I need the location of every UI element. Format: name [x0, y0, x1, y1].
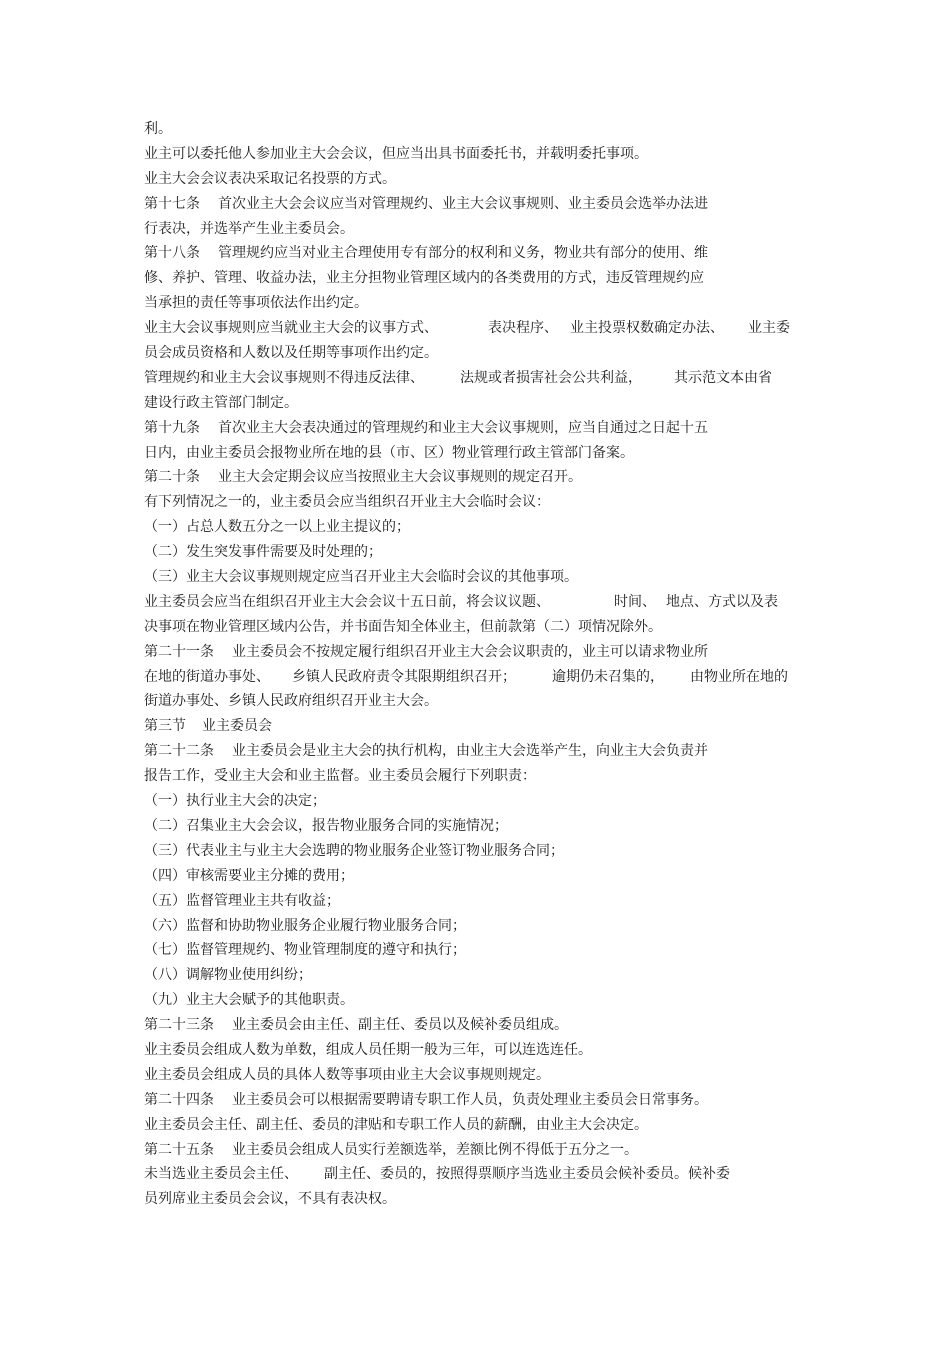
- text-line: [144, 192, 844, 217]
- text-segment: 业主委员会主任、副主任、委员的津贴和专职工作人员的薪酬，由业主大会决定。: [144, 1116, 648, 1133]
- text-segment: 业主委员会由主任、副主任、委员以及候补委员组成。: [232, 1017, 568, 1034]
- text-line: [144, 864, 844, 889]
- text-line: [144, 241, 844, 266]
- text-segment: 日内，由业主委员会报物业所在地的县（市、区）物业管理行政主管部门备案。: [144, 444, 634, 461]
- text-segment: （六）监督和协助物业服务企业履行物业服务合同；: [144, 917, 466, 934]
- text-segment: （二）发生突发事件需要及时处理的；: [144, 544, 382, 561]
- text-segment: 首次业主大会表决通过的管理规约和业主大会议事规则，应当自通过之日起十五: [218, 419, 708, 436]
- text-segment: 业主委员会组成人员的具体人数等事项由业主大会议事规则规定。: [144, 1066, 550, 1083]
- text-line: [144, 1187, 844, 1212]
- text-segment: 乡镇人民政府责令其限期组织召开；: [292, 668, 516, 685]
- text-segment: 业主大会定期会议应当按照业主大会议事规则的规定召开。: [218, 469, 582, 486]
- text-segment: （三）代表业主与业主大会选聘的物业服务企业签订物业服务合同；: [144, 842, 564, 859]
- text-line: [144, 1162, 844, 1187]
- text-line: [144, 789, 844, 814]
- text-segment: 业主委员会可以根据需要聘请专职工作人员，负责处理业主委员会日常事务。: [232, 1091, 708, 1108]
- document-body: [144, 117, 844, 1212]
- text-line: [144, 1088, 844, 1113]
- text-segment: 未当选业主委员会主任、: [144, 1166, 298, 1183]
- text-segment: 业主委员会不按规定履行组织召开业主大会会议职责的，业主可以请求物业所: [232, 643, 708, 660]
- text-line: [144, 391, 844, 416]
- text-segment: 时间、: [614, 593, 656, 610]
- text-line: [144, 714, 844, 739]
- text-line: [144, 441, 844, 466]
- text-line: [144, 1063, 844, 1088]
- text-segment: 业主委: [748, 320, 790, 337]
- text-line: [144, 640, 844, 665]
- text-line: [144, 914, 844, 939]
- text-line: [144, 117, 844, 142]
- text-line: [144, 217, 844, 242]
- text-segment: 行表决，并选举产生业主委员会。: [144, 220, 354, 237]
- text-segment: （一）占总人数五分之一以上业主提议的；: [144, 519, 410, 536]
- text-segment: 管理规约和业主大会议事规则不得违反法律、: [144, 369, 424, 386]
- text-segment: 地点、方式以及表: [666, 593, 778, 610]
- text-line: [144, 1113, 844, 1138]
- text-line: [144, 515, 844, 540]
- text-segment: 建设行政主管部门制定。: [144, 394, 298, 411]
- text-segment: 修、养护、管理、收益办法，业主分担物业管理区域内的各类费用的方式，违反管理规约应: [144, 270, 704, 287]
- text-segment: 业主委员会组成人员实行差额选举，差额比例不得低于五分之一。: [232, 1141, 638, 1158]
- text-line: [144, 416, 844, 441]
- text-segment: （二）召集业主大会会议，报告物业服务合同的实施情况；: [144, 817, 508, 834]
- text-segment: 第十七条: [144, 195, 200, 212]
- text-line: [144, 565, 844, 590]
- text-segment: 第十九条: [144, 419, 200, 436]
- text-segment: 业主大会会议表决采取记名投票的方式。: [144, 170, 396, 187]
- text-segment: 管理规约应当对业主合理使用专有部分的权利和义务，物业共有部分的使用、维: [218, 245, 708, 262]
- text-segment: 业主委员会: [202, 718, 272, 735]
- text-segment: 第二十一条: [144, 643, 214, 660]
- text-line: [144, 266, 844, 291]
- text-segment: 员会成员资格和人数以及任期等事项作出约定。: [144, 345, 438, 362]
- text-line: [144, 590, 844, 615]
- text-segment: （八）调解物业使用纠纷；: [144, 967, 312, 984]
- text-line: [144, 1013, 844, 1038]
- text-line: [144, 988, 844, 1013]
- text-segment: 利。: [144, 121, 172, 137]
- text-segment: （三）业主大会议事规则规定应当召开业主大会临时会议的其他事项。: [144, 569, 578, 586]
- text-segment: 其示范文本由省: [674, 369, 772, 386]
- text-segment: 第二十三条: [144, 1017, 214, 1034]
- text-line: [144, 291, 844, 316]
- text-line: [144, 814, 844, 839]
- text-segment: 第十八条: [144, 245, 200, 262]
- text-segment: 报告工作，受业主大会和业主监督。业主委员会履行下列职责：: [144, 768, 536, 785]
- text-line: [144, 938, 844, 963]
- text-segment: 第二十五条: [144, 1141, 214, 1158]
- text-line: [144, 490, 844, 515]
- text-line: [144, 963, 844, 988]
- text-segment: 副主任、委员的，按照得票顺序当选业主委员会候补委员。候补委: [324, 1166, 730, 1183]
- text-segment: 决事项在物业管理区域内公告，并书面告知全体业主，但前款第（二）项情况除外。: [144, 618, 662, 635]
- text-line: [144, 889, 844, 914]
- text-segment: 首次业主大会会议应当对管理规约、业主大会议事规则、业主委员会选举办法进: [218, 195, 708, 212]
- text-line: [144, 1138, 844, 1163]
- text-line: [144, 689, 844, 714]
- text-segment: 法规或者损害社会公共利益，: [460, 369, 642, 386]
- text-line: [144, 142, 844, 167]
- text-line: [144, 167, 844, 192]
- text-segment: 逾期仍未召集的，: [552, 668, 664, 685]
- text-segment: 业主大会议事规则应当就业主大会的议事方式、: [144, 320, 438, 337]
- text-segment: （九）业主大会赋予的其他职责。: [144, 992, 354, 1009]
- text-segment: 有下列情况之一的，业主委员会应当组织召开业主大会临时会议：: [144, 494, 550, 511]
- text-line: [144, 540, 844, 565]
- text-segment: 业主委员会是业主大会的执行机构，由业主大会选举产生，向业主大会负责并: [232, 743, 708, 760]
- text-segment: （五）监督管理业主共有收益；: [144, 892, 340, 909]
- text-segment: 表决程序、: [488, 320, 558, 337]
- text-segment: 业主投票权数确定办法、: [570, 320, 724, 337]
- text-segment: 在地的街道办事处、: [144, 668, 270, 685]
- text-line: [144, 665, 844, 690]
- text-segment: 由物业所在地的: [690, 668, 788, 685]
- text-segment: （一）执行业主大会的决定；: [144, 793, 326, 810]
- text-segment: 员列席业主委员会会议，不具有表决权。: [144, 1191, 396, 1208]
- text-segment: 第二十条: [144, 469, 200, 486]
- text-line: [144, 341, 844, 366]
- text-segment: （四）审核需要业主分摊的费用；: [144, 867, 354, 884]
- text-segment: 业主委员会组成人数为单数，组成人员任期一般为三年，可以连选连任。: [144, 1041, 592, 1058]
- text-line: [144, 465, 844, 490]
- text-line: [144, 1038, 844, 1063]
- text-line: [144, 366, 844, 391]
- text-line: [144, 316, 844, 341]
- text-segment: 第二十二条: [144, 743, 214, 760]
- text-line: [144, 764, 844, 789]
- text-line: [144, 615, 844, 640]
- text-segment: 当承担的责任等事项依法作出约定。: [144, 295, 368, 312]
- text-line: [144, 839, 844, 864]
- text-segment: （七）监督管理规约、物业管理制度的遵守和执行；: [144, 942, 466, 959]
- text-segment: 第三节: [144, 718, 186, 735]
- text-segment: 第二十四条: [144, 1091, 214, 1108]
- text-segment: 业主委员会应当在组织召开业主大会会议十五日前，将会议议题、: [144, 593, 550, 610]
- text-line: [144, 739, 844, 764]
- text-segment: 业主可以委托他人参加业主大会会议，但应当出具书面委托书，并载明委托事项。: [144, 145, 648, 162]
- text-segment: 街道办事处、乡镇人民政府组织召开业主大会。: [144, 693, 438, 710]
